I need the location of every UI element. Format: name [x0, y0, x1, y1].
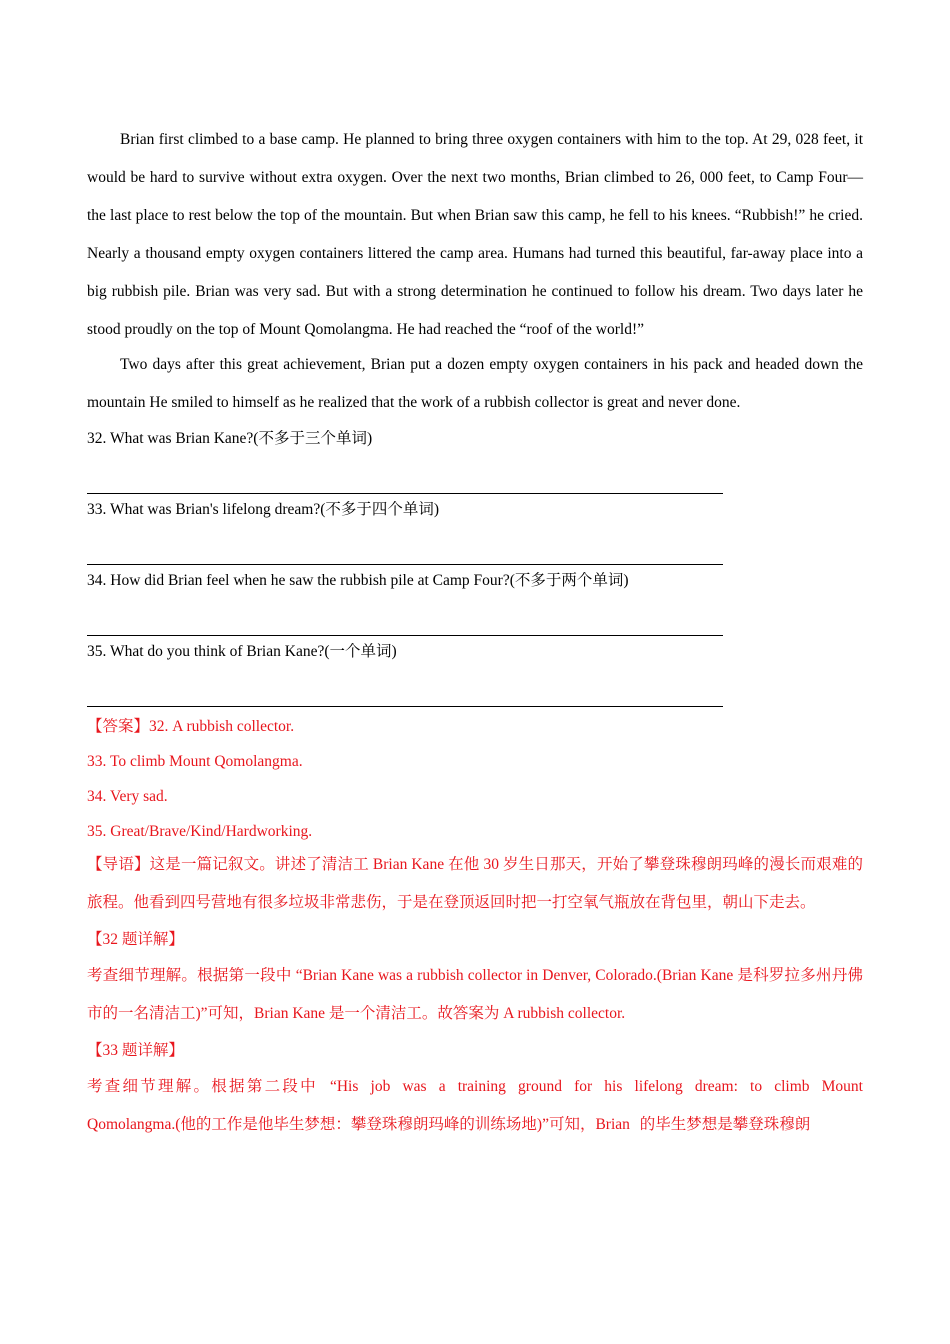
question-32: 32. What was Brian Kane?(不多于三个单词) — [87, 430, 373, 447]
question-34: 34. How did Brian feel when he saw the rubbish pile at Camp Four?(不多于两个单词) — [87, 572, 629, 589]
passage-paragraph-1: Brian first climbed to a base camp. He planned to bring three oxygen containers with him to the top. At 29, 028 feet, it would be hard to survive without extra oxygen. Over the next two months, Brian climbed to 26, 000 feet, to Camp Four—the last place to rest below the top of the mountain. But when Brian saw this camp, he fell to his knees. “Rubbish!” he cried. Nearly a thousand empty oxygen containers littered the camp area. Humans had turned this beautiful, far-away place into a big rubbish pile. Brian was very sad. But with a strong determination he continued to follow his dream. Two days later he stood proudly on the top of Mount Qomolangma. He had reached the “roof of the world!” — [87, 131, 863, 338]
question-block-32 — [87, 423, 863, 494]
question-33: 33. What was Brian's lifelong dream?(不多于四个单词) — [87, 501, 440, 518]
passage-paragraph-2: Two days after this great achievement, Brian put a dozen empty oxygen containers in his pack and headed down the mountain He smiled to himself as he realized that the work of a rubbish collector is great and never done. — [87, 356, 863, 411]
guide-text: 【导语】这是一篇记叙文。讲述了清洁工 Brian Kane 在他 30 岁生日那天，开始了攀登珠穆朗玛峰的漫长而艰难的旅程。他看到四号营地有很多垃圾非常悲伤，于是在登顶返回时把一打空氧气瓶放在背包里，朝山下走去。 — [87, 856, 863, 911]
answer-section — [87, 709, 863, 1144]
question-block-33 — [87, 494, 863, 565]
answer-32: 【答案】32. A rubbish collector. — [87, 718, 295, 735]
answer-35: 35. Great/Brave/Kind/Hardworking. — [87, 823, 313, 840]
answer-line-32[interactable] — [87, 458, 723, 494]
answer-33: 33. To climb Mount Qomolangma. — [87, 753, 303, 770]
answer-line-34[interactable] — [87, 600, 723, 636]
document-page — [87, 121, 863, 1144]
answer-34: 34. Very sad. — [87, 788, 168, 805]
answer-line-33[interactable] — [87, 529, 723, 565]
question-35: 35. What do you think of Brian Kane?(一个单词) — [87, 643, 397, 660]
question-block-35 — [87, 636, 863, 707]
question-block-34 — [87, 565, 863, 636]
answer-line-35[interactable] — [87, 671, 723, 707]
detail-32-heading: 【32 题详解】 — [87, 931, 184, 948]
detail-33-heading: 【33 题详解】 — [87, 1042, 184, 1059]
detail-33-text: 考查细节理解。根据第二段中 “His job was a training ground for his lifelong dream: to climb Mount Qomolangma.(他的工作是他毕生梦想：攀登珠穆朗玛峰的训练场地)”可知，Brian 的毕生梦想是攀登珠穆朗 — [87, 1078, 863, 1133]
detail-32-text: 考查细节理解。根据第一段中 “Brian Kane was a rubbish collector in Denver, Colorado.(Brian Kane 是科罗拉多州丹佛市的一名清洁工)”可知，Brian Kane 是一个清洁工。故答案为 A rubbish collector. — [87, 967, 863, 1022]
